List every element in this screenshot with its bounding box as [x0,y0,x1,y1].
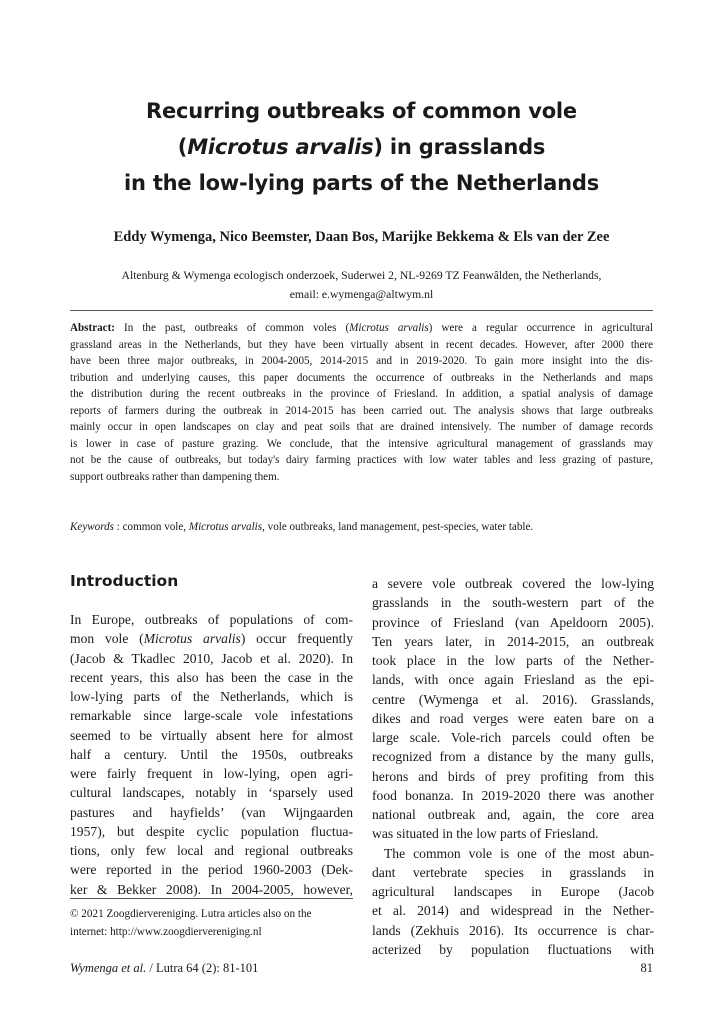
body-line: a severe vole outbreak covered the low-lying [372,576,654,591]
title-species: Microtus arvalis [187,135,374,159]
abstract-line: support outbreaks rather than dampening them. [70,470,280,483]
title-line [60,129,663,165]
abstract-line: have been three major outbreaks, in 2004-2005, 2014-2015 and in 2019-2020. To gain more insight into the dis- [70,355,653,367]
affiliation-email: email: e.wymenga@altwym.nl [289,288,434,301]
body-line: Ten years later, in 2014-2015, an outbreak [372,633,654,649]
body-line: In Europe, outbreaks of populations of com- [70,612,353,627]
keywords [70,521,653,533]
body-line: centre (Wymenga et al. 2016). Grasslands, [372,691,654,707]
body-line: dikes and road verges were eaten bare on a [372,710,654,726]
body-line: province of Friesland (van Apeldoorn 2005). [372,614,654,630]
body-line: (Jacob & Tkadlec 2010, Jacob et al. 2020). In [70,650,353,666]
body-line: herons and birds of prey profiting from this [372,768,654,784]
footnote [70,905,360,941]
body-line: 1957), but despite cyclic population fluctua- [70,823,353,839]
article-title [60,93,663,201]
body-line: recognized from a distance by the many gulls, [372,749,654,765]
abstract-line: mainly occur in open landscapes on clay and peat soils that are drained intensively. The number of damage records [70,421,653,433]
abstract [70,320,653,485]
abstract-species: Microtus arvalis [349,322,429,334]
abstract-line: grassland areas in the Netherlands, but they have been virtually absent in recent decades. However, after 2000 there [70,338,653,351]
body-line: low-lying parts of the Netherlands, which is [70,689,353,704]
keywords-species: Microtus arvalis [188,521,263,533]
page-number: 81 [640,961,653,975]
body-line: pastures and hayfields’ (van Wijngaarden [70,804,353,820]
abstract-line: is lower in case of pasture grazing. We conclude, that the intensive agricultural management of grasslands may [70,437,653,450]
body-line: lands (Zekhuis 2016). Its occurrence is char- [372,922,654,938]
body-line: cultural landscapes, notably in ‘sparsely used [70,785,353,801]
body-line: seemed to be virtually absent here for almost [70,727,353,743]
footnote-divider [70,898,353,899]
body-text: mon vole ( [70,631,144,647]
body-line: dant vertebrate species in grasslands in [372,864,654,880]
body-line: were reported in the period 1960-2003 (Dek- [70,862,353,878]
body-line: lands, with once again Friesland as the epi- [372,672,654,688]
footnote-line: © 2021 Zoogdiervereniging. Lutra articles also on the [70,908,312,920]
abstract-label: Abstract: [70,322,115,334]
body-line: large scale. Vole-rich parcels could often be [372,730,654,745]
abstract-text: ) were a regular occurrence in agricultural [428,322,653,334]
title-line: in the low-lying parts of the Netherlands [123,171,599,195]
body-line: recent years, this also has been the case in the [70,669,353,685]
header-divider [70,310,653,311]
body-line: acterized by population fluctuations with [372,941,654,957]
title-line: Recurring outbreaks of common vole [146,99,577,123]
body-line: grasslands in the south-western part of the [372,595,654,611]
body-line: was situated in the low parts of Friesland. [372,826,599,842]
left-column [70,610,353,899]
body-line: remarkable since large-scale vole infestations [70,708,353,724]
body-line: tions, only few local and regional outbreaks [70,843,353,858]
abstract-line [70,320,653,337]
title-line-rest: ) in grasslands [373,135,546,159]
right-column [372,574,654,959]
body-line: half a century. Until the 1950s, outbreaks [70,746,353,762]
title-paren: ( [177,135,188,159]
abstract-line: tribution and underlying causes, this paper documents the occurrence of outbreaks in the Netherlands and maps [70,371,653,384]
body-line: national outbreak and, again, the core area [372,807,654,822]
body-line: et al. 2014) and widespread in the Nether- [372,903,654,919]
keywords-text: , vole outbreaks, land management, pest-species, water table. [262,521,534,533]
body-line: ker & Bekker 2008). In 2004-2005, however, [70,881,353,897]
abstract-text: In the past, outbreaks of common voles ( [114,322,350,334]
abstract-line: not be the cause of outbreaks, but today's dairy farming practices with low water tables and less grazing of pasture, [70,454,653,466]
author-list: Eddy Wymenga, Nico Beemster, Daan Bos, Marijke Bekkema & Els van der Zee [113,229,610,245]
footnote-link[interactable]: internet: http://www.zoogdiervereniging.nl [70,926,262,938]
body-line: agricultural landscapes in Europe (Jacob [372,884,654,899]
body-line: The common vole is one of the most abun- [384,845,654,861]
running-head-journal: / Lutra 64 (2): 81-101 [146,961,259,975]
affiliation [60,266,663,304]
running-head-authors: Wymenga et al. [70,961,147,975]
body-line: food bonanza. In 2019-2020 there was another [372,787,654,803]
body-line [70,629,353,648]
abstract-line: reports of farmers during the outbreak in 2014-2015 has been carried out. The analysis shows that large outbreaks [70,404,653,417]
body-species: Microtus arvalis [143,631,241,647]
body-line: were fairly frequent in low-lying, open agri- [70,766,353,781]
body-line: took place in the low parts of the Nether- [372,653,654,668]
keywords-label: Keywords [70,521,114,533]
section-heading-introduction: Introduction [70,572,179,590]
keywords-text: : common vole, [113,521,189,533]
abstract-line: the distribution during the recent outbreaks in the province of Friesland. In addition, a spatial analysis of damage [70,388,653,400]
affiliation-line: Altenburg & Wymenga ecologisch onderzoek, Suderwei 2, NL-9269 TZ Feanwâlden, the Netherlands, [121,269,602,282]
body-text: ) occur frequently [240,631,353,647]
running-head [70,961,258,976]
